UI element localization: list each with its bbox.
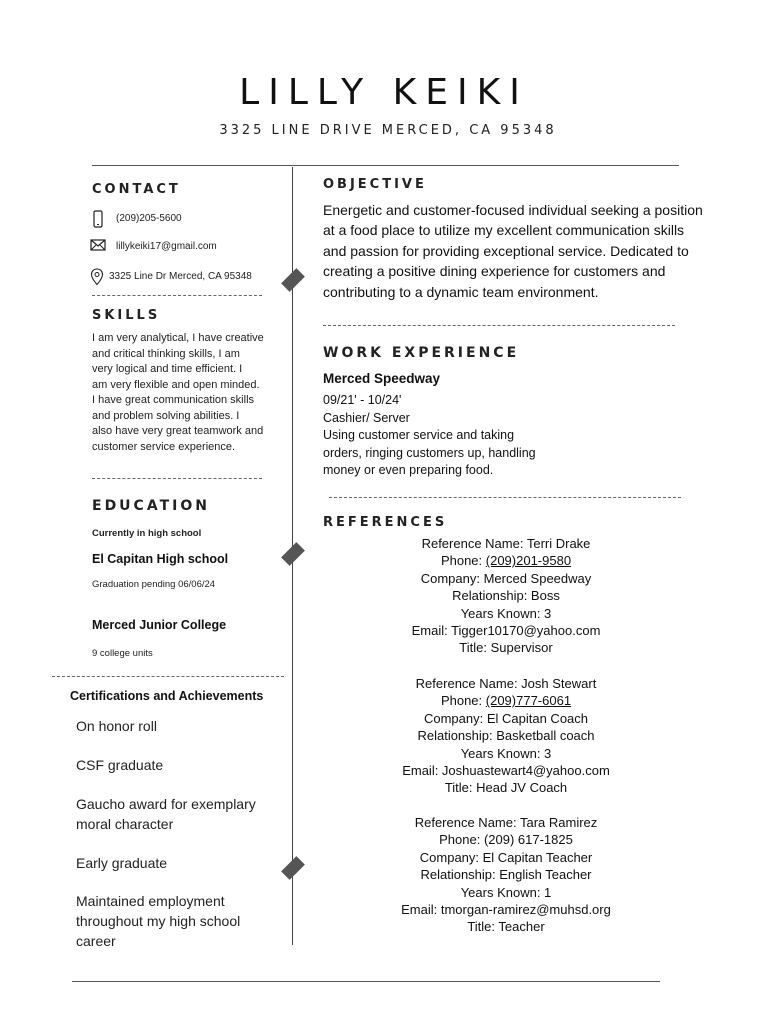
contact-email — [90, 238, 217, 254]
certification-item: On honor roll — [76, 718, 157, 734]
references-heading: REFERENCES — [323, 515, 448, 530]
divider-diamond — [281, 268, 305, 292]
job-dates: 09/21' - 10/24' — [323, 393, 402, 407]
reference-years: Years Known: 1 — [460, 884, 552, 900]
section-divider — [329, 497, 681, 498]
reference-relationship: Relationship: Boss — [452, 588, 560, 604]
contact-phone-text: (209)205-5600 — [116, 212, 182, 224]
reference-phone-number: (209) 617-1825 — [483, 832, 573, 848]
footer-divider — [72, 981, 660, 982]
school-note: Graduation pending 06/06/24 — [92, 579, 216, 590]
reference-phone-label: Phone: — [439, 832, 484, 848]
job-company: Merced Speedway — [323, 371, 441, 386]
reference-company: Company: El Capitan Teacher — [419, 849, 593, 865]
reference-email: Email: Joshuastewart4@yahoo.com — [402, 763, 610, 779]
skills-heading: SKILLS — [92, 308, 161, 323]
contact-phone — [90, 210, 182, 226]
reference-title: Title: Supervisor — [459, 640, 553, 656]
skills-line: customer service experience. — [92, 440, 236, 453]
certification-item: Early graduate — [76, 855, 168, 871]
reference-entry — [330, 535, 682, 657]
skills-line: and critical thinking skills, I am — [92, 347, 240, 360]
reference-phone-label: Phone: — [440, 553, 486, 569]
reference-company: Company: El Capitan Coach — [423, 710, 589, 726]
skills-line: and problem solving abilities. I — [92, 409, 240, 422]
skills-text — [92, 331, 292, 455]
reference-email: Email: tmorgan-ramirez@muhsd.org — [401, 902, 611, 918]
section-divider — [323, 325, 675, 326]
education-heading: EDUCATION — [92, 498, 210, 514]
reference-company: Company: Merced Speedway — [420, 570, 592, 586]
school-name: El Capitan High school — [92, 552, 229, 566]
skills-line: am very flexible and open minded. — [92, 378, 260, 391]
certifications-heading: Certifications and Achievements — [70, 689, 264, 703]
education-status: Currently in high school — [92, 528, 202, 539]
divider-diamond — [281, 542, 305, 566]
work-experience-heading: WORK EXPERIENCE — [323, 345, 520, 361]
reference-entry — [330, 675, 682, 797]
reference-phone-link[interactable]: (209)777-6061 — [485, 693, 572, 709]
school-name: Merced Junior College — [92, 618, 227, 632]
job-description-line: Using customer service and taking — [323, 428, 515, 442]
objective-heading: OBJECTIVE — [323, 177, 427, 192]
skills-line: very logical and time efficient. I — [92, 363, 243, 375]
reference-name: Reference Name: Terri Drake — [421, 536, 591, 551]
phone-icon — [90, 210, 106, 226]
contact-heading: CONTACT — [92, 182, 181, 197]
reference-phone-link[interactable]: (209)201-9580 — [485, 553, 572, 569]
reference-name: Reference Name: Tara Ramirez — [414, 815, 598, 830]
contact-email-text: lillykeiki17@gmail.com — [116, 240, 217, 252]
certification-item: Maintained employment throughout my high school career — [76, 893, 241, 949]
job-role: Cashier/ Server — [323, 410, 410, 425]
header-address: 3325 LINE DRIVE MERCED, CA 95348 — [219, 123, 557, 138]
section-divider — [52, 676, 284, 677]
contact-address-text: 3325 Line Dr Merced, CA 95348 — [109, 270, 252, 282]
reference-phone — [330, 692, 682, 709]
reference-title: Title: Teacher — [467, 919, 545, 935]
section-divider — [92, 295, 262, 296]
certification-item: CSF graduate — [76, 757, 164, 773]
skills-line: I have great communication skills — [92, 394, 255, 406]
reference-relationship: Relationship: English Teacher — [420, 867, 592, 883]
reference-years: Years Known: 3 — [460, 605, 552, 621]
job-description-line: orders, ringing customers up, handling — [323, 445, 536, 460]
contact-address — [90, 268, 252, 284]
reference-phone — [330, 831, 682, 848]
resume-name: LILLY KEIKI — [239, 72, 529, 113]
job-details — [323, 392, 563, 480]
header-divider — [92, 165, 679, 166]
reference-phone-label: Phone: — [440, 693, 486, 709]
envelope-icon — [90, 238, 106, 254]
certification-item: Gaucho award for exemplary moral character — [76, 796, 256, 832]
job-description-line: money or even preparing food. — [323, 463, 494, 477]
school-note: 9 college units — [92, 648, 153, 659]
objective-text: Energetic and customer-focused individual seeking a position at a food place to utilize my excellent communication skills and passion for providing exceptional service. Dedicated to creating a positive dining experience for customers and contributing to a dynamic team environment. — [323, 202, 703, 300]
reference-relationship: Relationship: Basketball coach — [417, 728, 595, 744]
reference-years: Years Known: 3 — [460, 745, 552, 761]
reference-name: Reference Name: Josh Stewart — [415, 676, 597, 691]
skills-line: also have very great teamwork and — [92, 425, 264, 437]
reference-entry — [330, 814, 682, 936]
section-divider — [92, 478, 262, 479]
skills-line: I am very analytical, I have creative — [92, 332, 264, 344]
location-pin-icon — [90, 268, 106, 284]
reference-title: Title: Head JV Coach — [444, 780, 568, 796]
reference-email: Email: Tigger10170@yahoo.com — [411, 623, 601, 639]
reference-phone — [330, 552, 682, 569]
